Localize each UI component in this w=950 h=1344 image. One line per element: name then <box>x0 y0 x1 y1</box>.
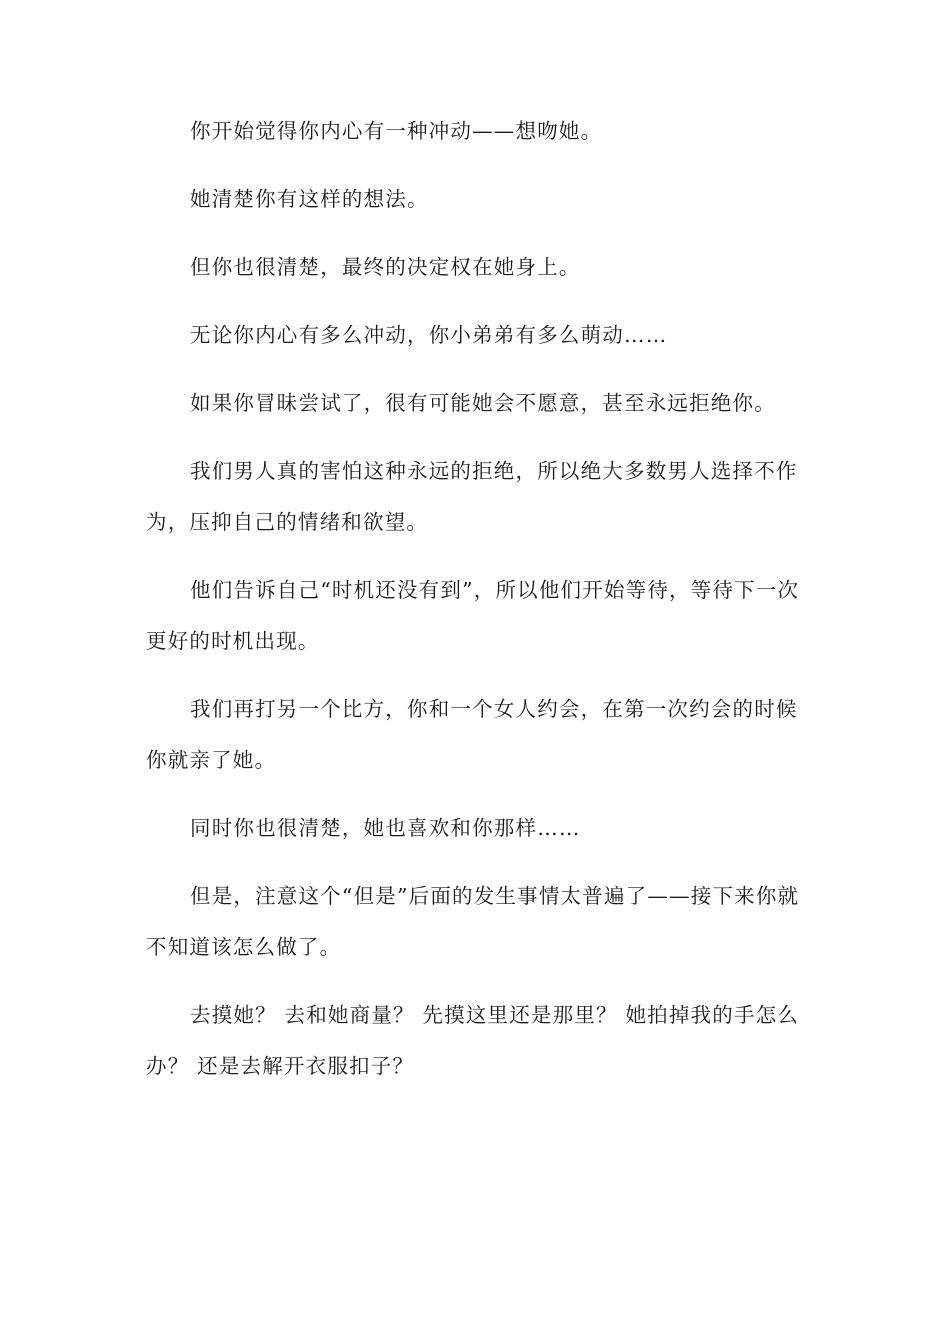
paragraph: 但是，注意这个“但是”后面的发生事情太普遍了——接下来你就不知道该怎么做了。 <box>146 884 800 959</box>
paragraph: 如果你冒昧尝试了，很有可能她会不愿意，甚至永远拒绝你。 <box>190 391 776 415</box>
paragraph: 同时你也很清楚，她也喜欢和你那样…… <box>190 816 581 840</box>
paragraph: 你开始觉得你内心有一种冲动——想吻她。 <box>190 119 603 143</box>
paragraph: 无论你内心有多么冲动，你小弟弟有多么萌动…… <box>190 323 668 347</box>
paragraph: 他们告诉自己“时机还没有到”，所以他们开始等待，等待下一次更好的时机出现。 <box>146 578 800 653</box>
document-body <box>146 106 811 1109</box>
paragraph: 她清楚你有这样的想法。 <box>190 187 429 211</box>
paragraph: 我们男人真的害怕这种永远的拒绝，所以绝大多数男人选择不作为，压抑自己的情绪和欲望。 <box>146 459 798 534</box>
paragraph: 我们再打另一个比方，你和一个女人约会，在第一次约会的时候你就亲了她。 <box>146 697 798 772</box>
paragraph: 去摸她？ 去和她商量？ 先摸这里还是那里？ 她拍掉我的手怎么办？ 还是去解开衣服扣子？ <box>146 1003 800 1078</box>
paragraph: 但你也很清楚，最终的决定权在她身上。 <box>190 255 581 279</box>
